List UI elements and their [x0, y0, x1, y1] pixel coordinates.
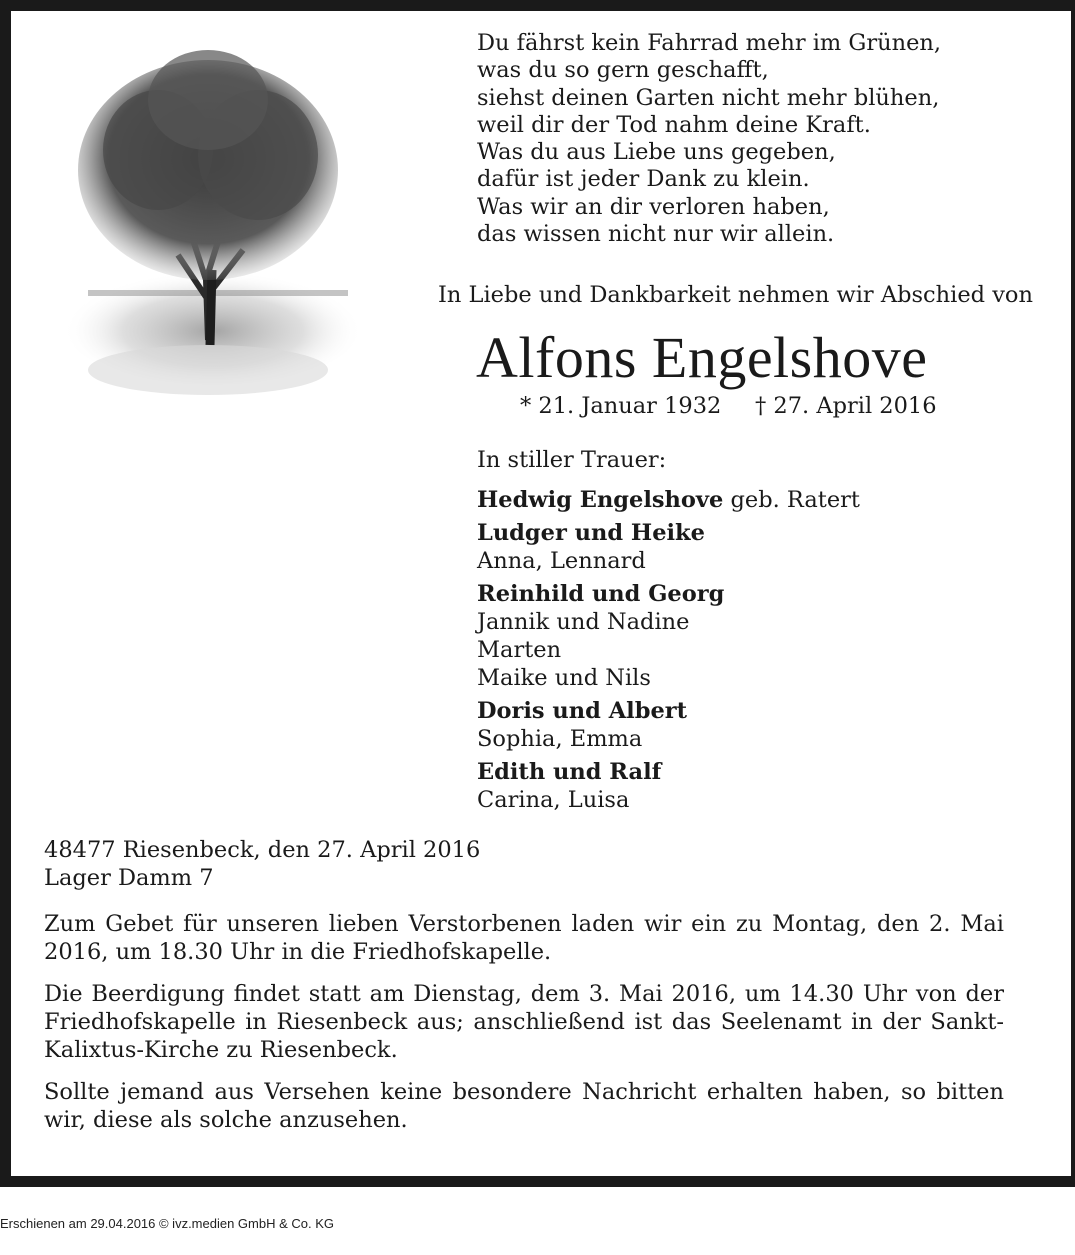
deceased-name: Alfons Engelshove	[476, 325, 928, 390]
notice-paragraph: Sollte jemand aus Versehen keine besondere Nachricht erhalten haben, so bitten wir, diese als solche anzusehen.	[44, 1079, 1004, 1133]
poem-line: Was wir an dir verloren haben,	[477, 193, 830, 220]
family-suffix: geb. Ratert	[723, 487, 860, 513]
prayer-paragraph: Zum Gebet für unseren lieben Verstorbenen laden wir ein zu Montag, den 2. Mai 2016, um 18.30 Uhr in die Friedhofskapelle.	[44, 911, 1004, 965]
address-line: Lager Damm 7	[44, 865, 214, 891]
family-member: Sophia, Emma	[477, 726, 643, 752]
place-date	[44, 836, 480, 892]
family-head: Reinhild und Georg	[477, 581, 725, 607]
family-group	[477, 486, 860, 514]
family-member: Carina, Luisa	[477, 787, 630, 813]
family-group	[477, 519, 860, 575]
family-group	[477, 758, 860, 814]
family-group	[477, 580, 860, 692]
poem-line: Du fährst kein Fahrrad mehr im Grünen,	[477, 30, 942, 56]
birth-date: * 21. Januar 1932	[520, 393, 722, 419]
family-head: Edith und Ralf	[477, 759, 662, 785]
family-member: Jannik und Nadine	[477, 609, 690, 635]
mourning-label: In stiller Trauer:	[477, 447, 667, 473]
family-member: Marten	[477, 637, 562, 663]
announcements	[44, 910, 1004, 1148]
family-group	[477, 697, 860, 753]
publication-footer: Erschienen am 29.04.2016 © ivz.medien GmbH & Co. KG	[0, 1216, 335, 1231]
family-head: Ludger und Heike	[477, 520, 705, 546]
poem-line: siehst deinen Garten nicht mehr blühen,	[477, 84, 940, 111]
tree-image	[58, 40, 368, 400]
family-member: Anna, Lennard	[477, 548, 646, 574]
place-line: 48477 Riesenbeck, den 27. April 2016	[44, 837, 481, 863]
family-member: Maike und Nils	[477, 665, 651, 691]
family-head: Doris und Albert	[477, 698, 688, 724]
family-list	[477, 486, 860, 819]
poem-line: dafür ist jeder Dank zu klein.	[477, 166, 810, 193]
farewell-intro: In Liebe und Dankbarkeit nehmen wir Abschied von	[438, 282, 1033, 308]
funeral-paragraph: Die Beerdigung findet statt am Dienstag, dem 3. Mai 2016, um 14.30 Uhr von der Friedhofskapelle in Riesenbeck aus; anschließend ist das Seelenamt in der Sankt-Kalixtus-Kirche zu Riesenbeck.	[44, 981, 1004, 1063]
death-date: † 27. April 2016	[755, 393, 937, 419]
family-head: Hedwig Engelshove	[477, 487, 724, 513]
poem-line: was du so gern geschafft,	[477, 57, 769, 84]
poem-line: Was du aus Liebe uns gegeben,	[477, 139, 836, 166]
poem-line: weil dir der Tod nahm deine Kraft.	[477, 111, 871, 138]
poem-line: das wissen nicht nur wir allein.	[477, 221, 835, 248]
poem	[477, 30, 941, 248]
